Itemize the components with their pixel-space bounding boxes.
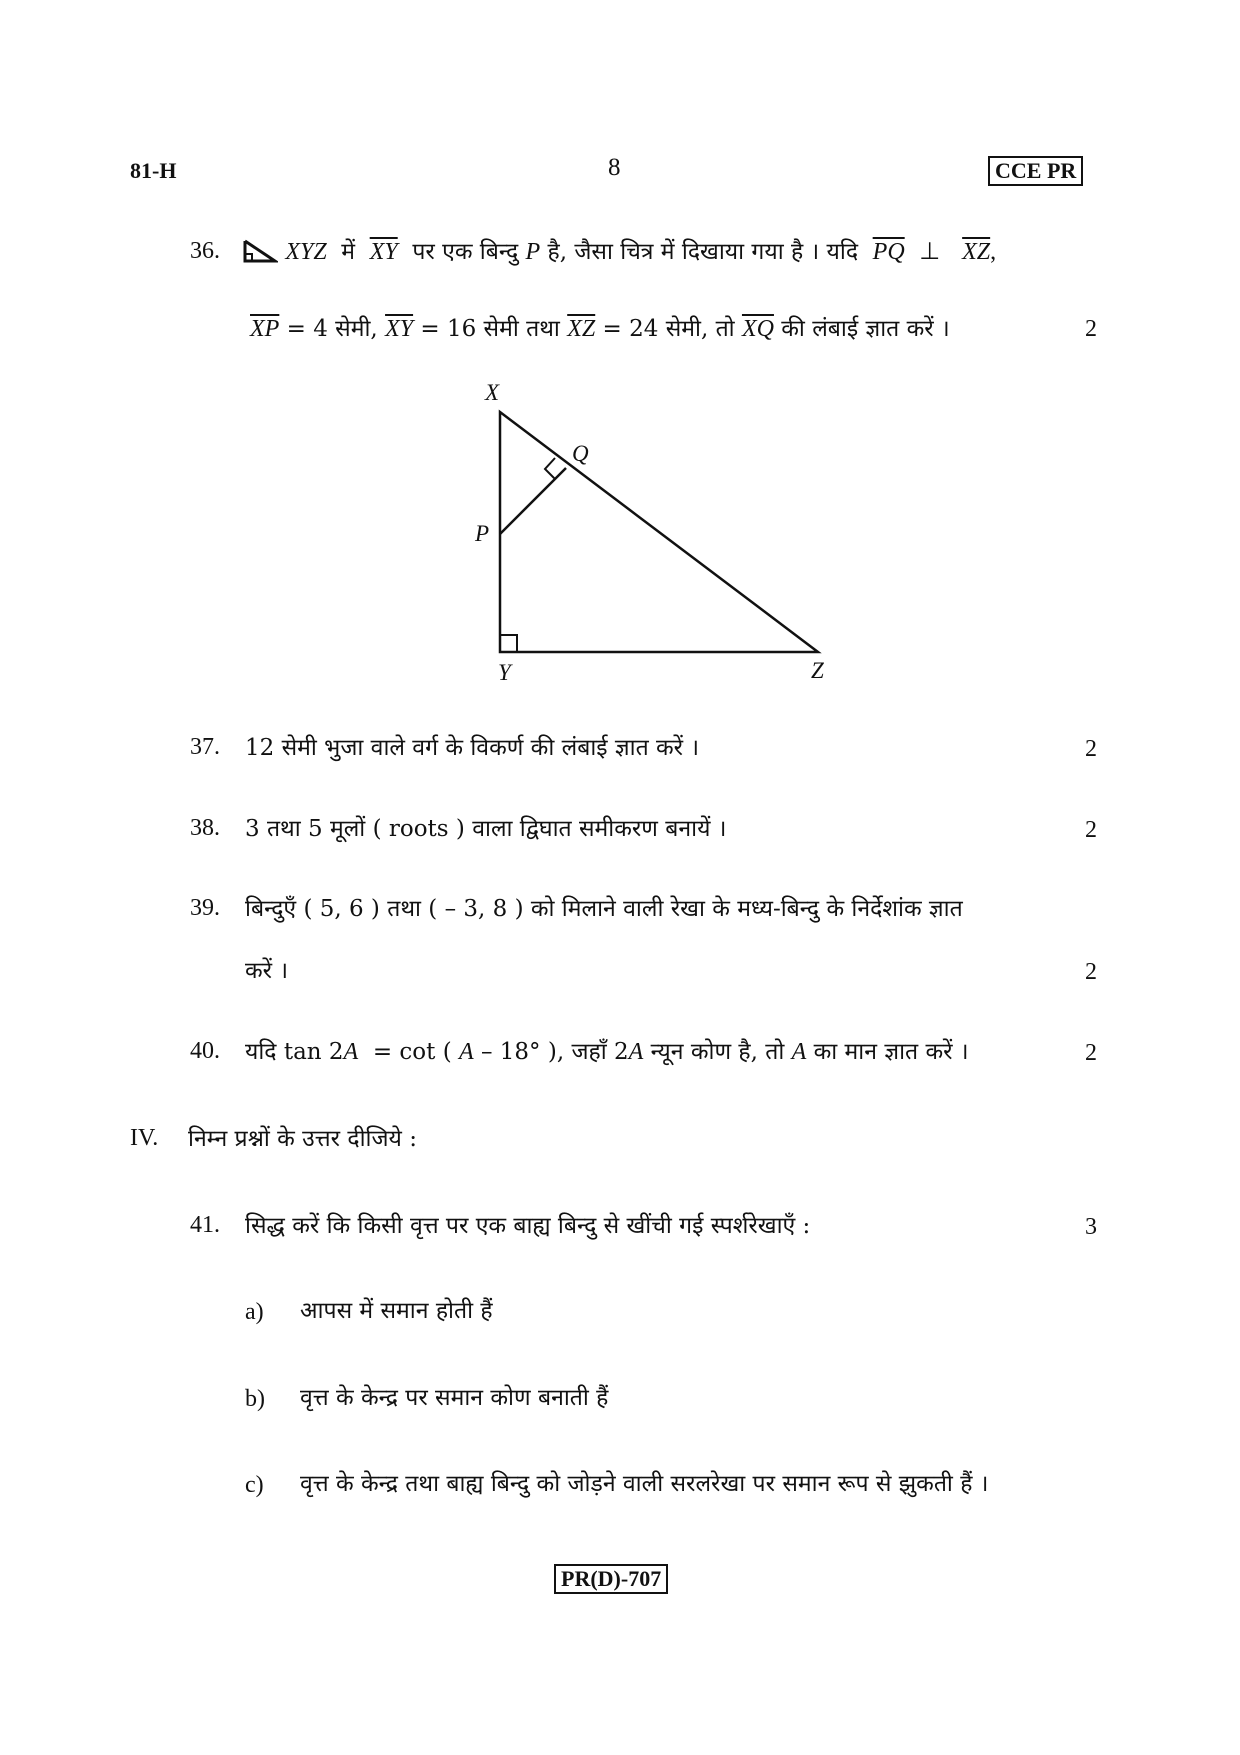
q40-text-part: यदि tan 2 [245,1039,344,1065]
q41-number: 41. [190,1212,220,1238]
label-p: P [475,521,490,546]
point-p: P [525,239,541,265]
q41-text: सिद्ध करें कि किसी वृत्त पर एक बाह्य बिन्दु से खींची गई स्पर्शरेखाएँ : [245,1213,811,1239]
triangle-name: XYZ [285,239,327,265]
segment-xq: $\overline{XQ}$ [741,316,774,342]
exam-code-box: CCE PR [988,156,1083,186]
variable-a: A [343,1039,359,1065]
right-angle-mark-y [500,635,517,652]
q36-text: = 24 सेमी, तो [602,316,735,342]
variable-a: A [628,1039,644,1065]
segment-xy: $\overline{XY}$ [385,316,414,342]
q40-text [245,1037,969,1067]
q36-marks: 2 [1085,316,1097,342]
segment-xy: $\overline{XY}$ [369,239,398,265]
triangle-xyz [500,412,818,652]
q36-line2 [250,314,950,344]
section-numeral: IV. [130,1125,159,1151]
q36-text: में [341,239,356,265]
q40-text-part: – 18° ), जहाँ 2 [480,1039,629,1065]
segment-pq: $\overline{PQ}$ [872,239,905,265]
q36-text: = 16 सेमी तथा [420,316,560,342]
section-heading: निम्न प्रश्नों के उत्तर दीजिये : [188,1126,417,1152]
variable-a: A [791,1039,807,1065]
q41-item-text: वृत्त के केन्द्र पर समान कोण बनाती हैं [300,1385,609,1411]
segment-xz: $\overline{XZ}$ [567,316,596,342]
q39-number: 39. [190,895,220,921]
q40-text-part: न्यून कोण है, तो [650,1039,785,1065]
q41-item-label: b) [245,1386,265,1412]
paper-code: 81-H [130,158,177,183]
q38-marks: 2 [1085,817,1097,843]
q36-line1 [242,237,996,267]
q39-marks: 2 [1085,959,1097,985]
q40-number: 40. [190,1038,220,1064]
label-q: Q [572,441,589,466]
q40-text-part: = cot ( [372,1039,452,1065]
q38-text: 3 तथा 5 मूलों ( roots ) वाला द्विघात समीकरण बनायें । [245,816,727,842]
label-x: X [485,380,500,405]
q40-text-part: का मान ज्ञात करें । [813,1039,969,1065]
q41-item-label: c) [245,1472,264,1498]
comma: , [990,239,997,265]
segment-pq-line [500,468,566,534]
q36-text: की लंबाई ज्ञात करें । [781,316,950,342]
q37-number: 37. [190,734,220,760]
q41-item-text: वृत्त के केन्द्र तथा बाह्य बिन्दु को जोड़ने वाली सरलरेखा पर समान रूप से झुकती हैं । [300,1471,989,1497]
q39-line2: करें । [245,958,289,984]
q39-line1: बिन्दुएँ ( 5, 6 ) तथा ( – 3, 8 ) को मिलाने वाली रेखा के मध्य-बिन्दु के निर्देशांक ज्ञात [245,896,963,922]
q40-marks: 2 [1085,1040,1097,1066]
q41-item-text: आपस में समान होती हैं [300,1298,493,1324]
page-number: 8 [608,154,621,181]
q38-number: 38. [190,815,220,841]
q36-text: पर एक बिन्दु [412,239,519,265]
label-y: Y [498,660,511,685]
q37-marks: 2 [1085,736,1097,762]
q41-marks: 3 [1085,1214,1097,1240]
q36-number: 36. [190,238,220,264]
label-z: Z [811,658,824,683]
q37-text: 12 सेमी भुजा वाले वर्ग के विकर्ण की लंबाई ज्ञात करें । [245,735,700,761]
right-triangle-icon [242,239,278,263]
right-angle-mark-q [545,458,555,479]
q41-item-label: a) [245,1299,264,1325]
q36-text: = 4 सेमी, [286,316,378,342]
perpendicular-symbol: ⊥ [919,239,941,265]
footer-code-box: PR(D)-707 [554,1564,668,1594]
segment-xp: $\overline{XP}$ [250,316,280,342]
q36-text: है, जैसा चित्र में दिखाया गया है । यदि [547,239,859,265]
triangle-figure [455,372,855,692]
variable-a: A [459,1039,474,1065]
segment-xz: $\overline{XZ}$ [962,239,991,265]
